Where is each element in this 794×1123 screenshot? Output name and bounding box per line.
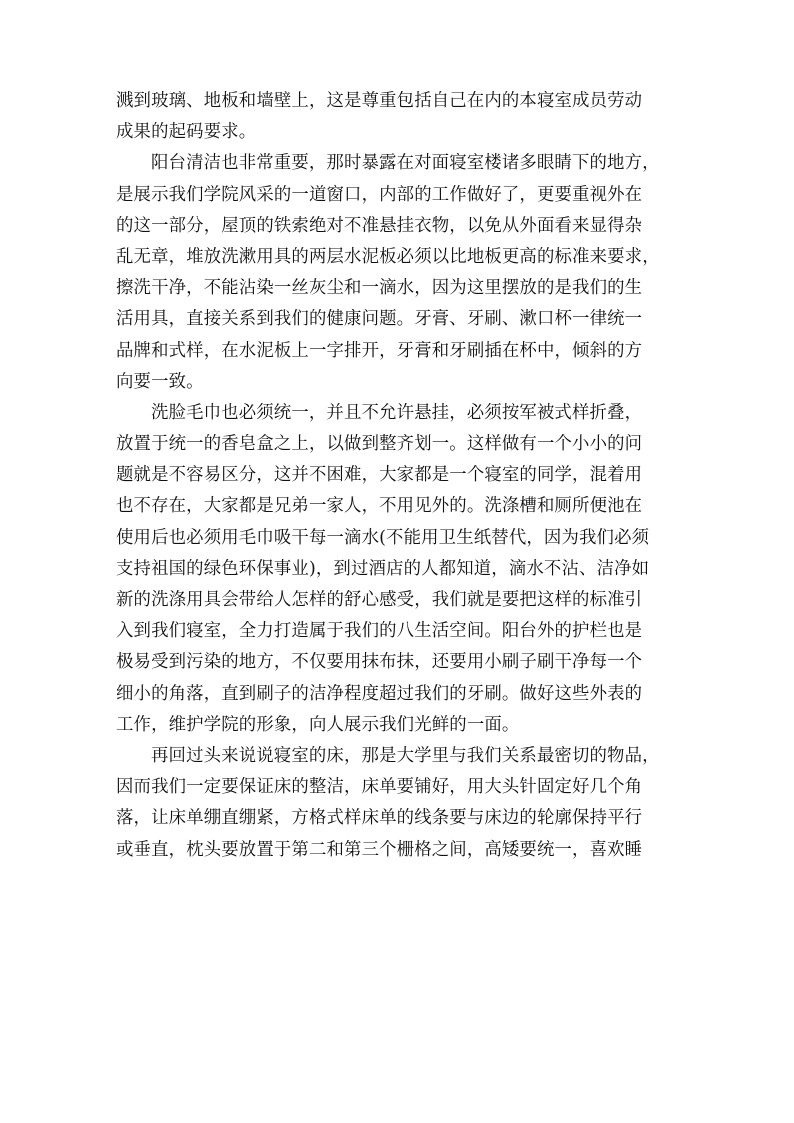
text-line: 题就是不容易区分，这并不困难，大家都是一个寝室的同学，混着用 (116, 465, 643, 486)
text-line: 工作，维护学院的形象，向人展示我们光鲜的一面。 (116, 714, 520, 735)
text-line: 擦洗干净，不能沾染一丝灰尘和一滴水，因为这里摆放的是我们的生 (116, 278, 643, 299)
text-line: 乱无章，堆放洗漱用具的两层水泥板必须以比地板更高的标准来要求， (116, 246, 660, 267)
paragraph-start-line: 洗脸毛巾也必须统一，并且不允许悬挂，必须按军被式样折叠， (151, 402, 643, 423)
text-line: 因而我们一定要保证床的整洁，床单要铺好，用大头针固定好几个角 (116, 777, 643, 798)
text-line: 向要一致。 (116, 371, 204, 392)
body-text (116, 86, 680, 866)
text-line: 使用后也必须用毛巾吸干每一滴水(不能用卫生纸替代，因为我们必须 (116, 527, 650, 548)
text-line: 支持祖国的绿色环保事业)，到过酒店的人都知道，滴水不沾、洁净如 (116, 558, 650, 579)
paragraph-start-line: 再回过头来说说寝室的床，那是大学里与我们关系最密切的物品， (151, 745, 660, 766)
text-line: 极易受到污染的地方，不仅要用抹布抹，还要用小刷子刷干净每一个 (116, 652, 643, 673)
paragraph-start-line: 阳台清洁也非常重要，那时暴露在对面寝室楼诸多眼睛下的地方， (151, 153, 660, 174)
text-line: 也不存在，大家都是兄弟一家人，不用见外的。洗涤槽和厕所便池在 (116, 496, 643, 517)
text-line: 活用具，直接关系到我们的健康问题。牙膏、牙刷、漱口杯一律统一 (116, 309, 643, 330)
text-line: 品牌和式样，在水泥板上一字排开，牙膏和牙刷插在杯中，倾斜的方 (116, 340, 643, 361)
text-line: 或垂直，枕头要放置于第二和第三个栅格之间，高矮要统一，喜欢睡 (116, 839, 643, 860)
text-line: 的这一部分，屋顶的铁索绝对不准悬挂衣物，以免从外面看来显得杂 (116, 215, 643, 236)
text-line: 成果的起码要求。 (116, 122, 257, 143)
text-line: 入到我们寝室，全力打造属于我们的八生活空间。阳台外的护栏也是 (116, 621, 643, 642)
text-line: 落，让床单绷直绷紧，方格式样床单的线条要与床边的轮廓保持平行 (116, 808, 643, 829)
text-line: 放置于统一的香皂盒之上，以做到整齐划一。这样做有一个小小的问 (116, 434, 643, 455)
text-line: 新的洗涤用具会带给人怎样的舒心感受，我们就是要把这样的标准引 (116, 590, 643, 610)
text-line: 细小的角落，直到刷子的洁净程度超过我们的牙刷。做好这些外表的 (116, 683, 643, 704)
text-line: 溅到玻璃、地板和墙壁上，这是尊重包括自己在内的本寝室成员劳动 (116, 91, 643, 111)
text-line: 是展示我们学院风采的一道窗口，内部的工作做好了，更要重视外在 (116, 184, 643, 205)
